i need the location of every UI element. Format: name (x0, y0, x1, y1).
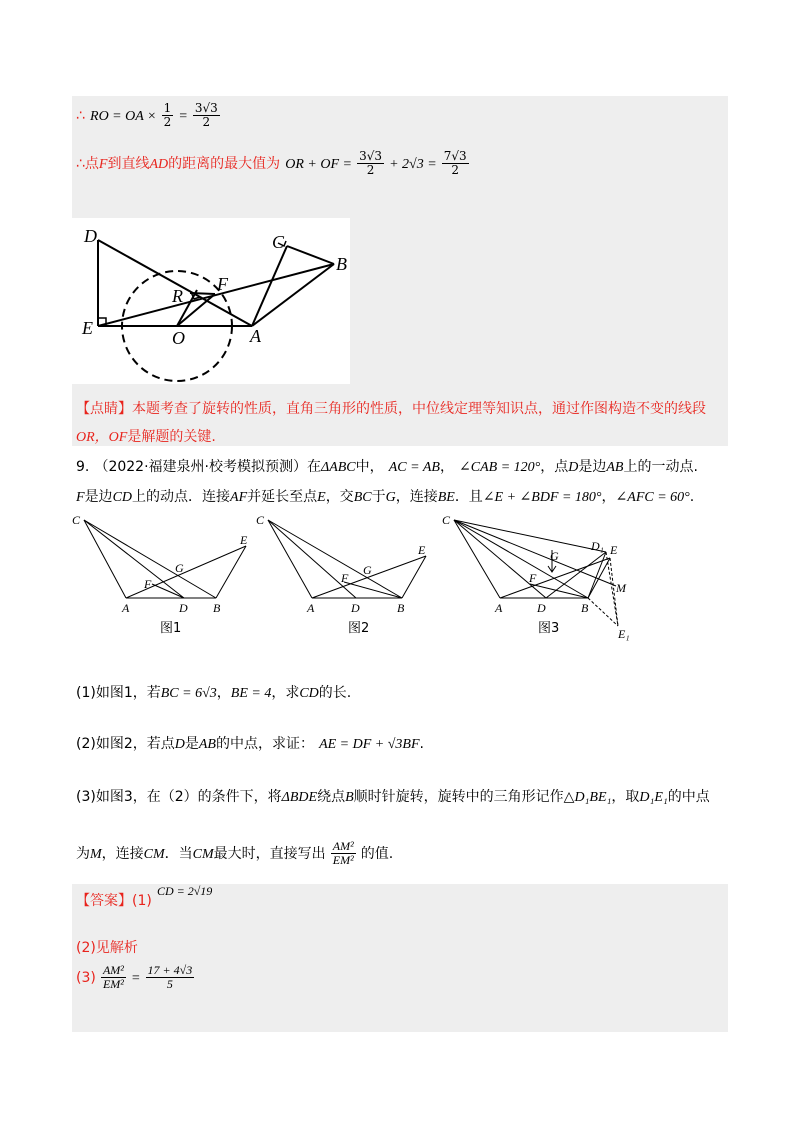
var-f: F (98, 157, 108, 172)
figure-1-caption: 图1 (160, 621, 182, 636)
fig-label: C (72, 513, 81, 527)
fig-label: M (616, 581, 626, 595)
fig-label: G (550, 549, 559, 563)
math-term: ∠E + ∠BDF = 180° (482, 490, 602, 505)
text-fragment: ， (601, 489, 616, 505)
figure-1 (70, 510, 260, 636)
comment-text: 本题考查了旋转的性质，直角三角形的性质，中位线定理等知识点，通过作图构造不变的线段 (132, 401, 706, 417)
therefore-symbol: ∴ (76, 108, 85, 124)
question-1 (76, 682, 351, 702)
label-c: C (272, 232, 285, 252)
math-term: AB (198, 737, 216, 752)
label-f: F (217, 274, 228, 294)
text-fragment: . (689, 489, 695, 505)
text-fragment: (1) (132, 893, 152, 909)
label-e: E (82, 318, 93, 338)
label-o: O (172, 328, 185, 348)
text-fragment: ，连接 (395, 489, 438, 505)
fig-label: D₁ (591, 539, 604, 553)
fig-label: E₁ (618, 627, 630, 641)
answer-1-expr: CD = 2√19 (156, 884, 213, 898)
fig-label: C (256, 513, 265, 527)
fraction-7root3: $\frac{7√3}{2}$ (443, 149, 467, 177)
comment-line-2 (76, 426, 216, 446)
math-term: ΔBDE (281, 790, 318, 805)
text-fragment: 于 (371, 489, 386, 505)
text-fragment: ，交 (325, 489, 354, 505)
solution-figure (72, 218, 350, 384)
fig-label: E (610, 543, 618, 557)
fig-label: F (144, 577, 152, 591)
math-term: AF (230, 490, 248, 505)
problem-number: 9. (76, 459, 90, 475)
question-3 (76, 786, 710, 806)
fig-label: F (341, 571, 349, 585)
math-term: CM (143, 847, 165, 862)
math-term: = (130, 971, 141, 986)
text-fragment: 是 (184, 736, 199, 752)
figure-2 (256, 510, 446, 636)
math-term: G (385, 490, 396, 505)
figure-3-caption: 图3 (538, 621, 560, 636)
problem-source: （2022·福建泉州·校考模拟预测）在 (94, 459, 321, 475)
math-term: AB (606, 460, 624, 475)
label-r: R (172, 286, 183, 306)
text-fragment: 是边 (84, 489, 113, 505)
text-fragment: ， (216, 685, 231, 701)
fig-label: F (529, 571, 537, 585)
ro-expression: RO = OA × (90, 109, 157, 124)
text-fragment: 顺时针旋转，旋转中的三角形记作△ (353, 789, 575, 805)
math-term: D₁BE₁ (574, 790, 612, 805)
figure-3 (440, 510, 640, 646)
text-fragment: 绕点 (317, 789, 346, 805)
problem-line-1 (76, 456, 698, 476)
math-term: BE (437, 490, 455, 505)
answer-3-rhs: $\frac{17 + 4√3}{5}$ (147, 963, 193, 991)
math-term: CM (192, 847, 214, 862)
comment-text-2: 是解题的关键. (127, 429, 216, 445)
text-fragment: 到直线 (107, 156, 150, 172)
answer-line-1 (76, 884, 213, 910)
var-ad: AD (149, 157, 169, 172)
fig-label: G (363, 563, 372, 577)
answer-line-3 (76, 964, 194, 991)
text-fragment: (3) (76, 970, 96, 986)
text-fragment: 并延长至点 (247, 489, 318, 505)
text-fragment: ，点 (540, 459, 569, 475)
math-term: B (345, 790, 354, 805)
answer-tag: 【答案】 (76, 893, 132, 909)
math-term: M (90, 847, 102, 862)
text-fragment: ，取 (611, 789, 640, 805)
text-fragment: 中， (355, 459, 384, 475)
answer-3-lhs: $\frac{\text{AM²}}{\text{EM²}}$ (102, 963, 124, 991)
problem-line-2 (76, 486, 694, 506)
text-fragment: 上的动点．连接 (132, 489, 231, 505)
math-term: BC = 6√3 (160, 686, 217, 701)
text-fragment: 是边 (578, 459, 607, 475)
am-em-fraction: $\frac{\text{AM²}}{\text{EM²}}$ (332, 839, 354, 867)
math-term: E (317, 490, 326, 505)
text-fragment: 上的一动点. (623, 459, 698, 475)
text-fragment: (3)如图3，在（2）的条件下，将 (76, 789, 282, 805)
math-term: ΔABC (320, 460, 356, 475)
fraction-3root3-over-2: $\frac{3√3}{2}$ (194, 101, 218, 129)
fig-label: A (122, 601, 130, 615)
text-fragment: 的中点 (667, 789, 710, 805)
fraction-3root3: $\frac{3√3}{2}$ (359, 149, 382, 177)
math-term: ∠CAB = 120° (459, 460, 541, 475)
math-term: D₁E₁ (639, 790, 668, 805)
fig-label: D (351, 601, 360, 615)
text-fragment: ， (439, 459, 454, 475)
text-fragment: ．当 (164, 846, 193, 862)
math-term: F (76, 490, 85, 505)
solution-line-2 (76, 150, 469, 177)
text-fragment: ．且 (454, 489, 483, 505)
fig-label: E (240, 533, 248, 547)
label-d: D (84, 226, 97, 246)
label-a: A (250, 326, 261, 346)
text-fragment: . (419, 736, 424, 752)
text-fragment: (1)如图1，若 (76, 685, 161, 701)
question-2 (76, 733, 424, 753)
fig-label: C (442, 513, 451, 527)
text-fragment: 为 (76, 846, 90, 862)
fig-label: E (418, 543, 426, 557)
math-term: AE = DF + √3BF (319, 737, 420, 752)
equals-sign: = (178, 109, 188, 124)
label-b: B (336, 254, 347, 274)
or-of-expression: OR + OF = (285, 157, 352, 172)
fraction-half: $\frac{1}{2}$ (163, 101, 172, 129)
answer-line-2: (2)见解析 (76, 940, 138, 956)
solution-line-1 (76, 102, 220, 129)
math-term: D (174, 737, 185, 752)
question-3-cont (76, 840, 393, 867)
fig-label: B (397, 601, 405, 615)
comment-tag: 【点睛】 (76, 401, 132, 417)
text-fragment: 的中点，求证： (215, 736, 314, 752)
math-term: D (568, 460, 579, 475)
fig-label: D (537, 601, 546, 615)
fig-label: A (495, 601, 503, 615)
math-term: AC = AB (388, 460, 440, 475)
text-fragment: 的距离的最大值为 (168, 156, 281, 172)
text-fragment: ，连接 (101, 846, 144, 862)
math-term: CD (299, 686, 319, 701)
math-term: CD (112, 490, 133, 505)
math-term: BE = 4 (230, 686, 272, 701)
math-term: ∠AFC = 60° (615, 490, 690, 505)
fig-label: A (307, 601, 315, 615)
comment-vars: OR，OF (76, 430, 128, 445)
text-fragment: ∴点 (76, 156, 99, 172)
figure-2-caption: 图2 (348, 621, 370, 636)
text-fragment: 最大时，直接写出 (213, 846, 326, 862)
text-fragment: (2)如图2，若点 (76, 736, 175, 752)
fig-label: D (179, 601, 188, 615)
fig-label: B (213, 601, 221, 615)
text-fragment: 的长. (318, 685, 352, 701)
math-term: BC (353, 490, 372, 505)
plus-2root3: + 2√3 = (389, 157, 437, 172)
comment-line-1 (76, 398, 706, 418)
text-fragment: 的值. (360, 846, 394, 862)
text-fragment: ，求 (271, 685, 300, 701)
fig-label: B (581, 601, 589, 615)
fig-label: G (175, 561, 184, 575)
